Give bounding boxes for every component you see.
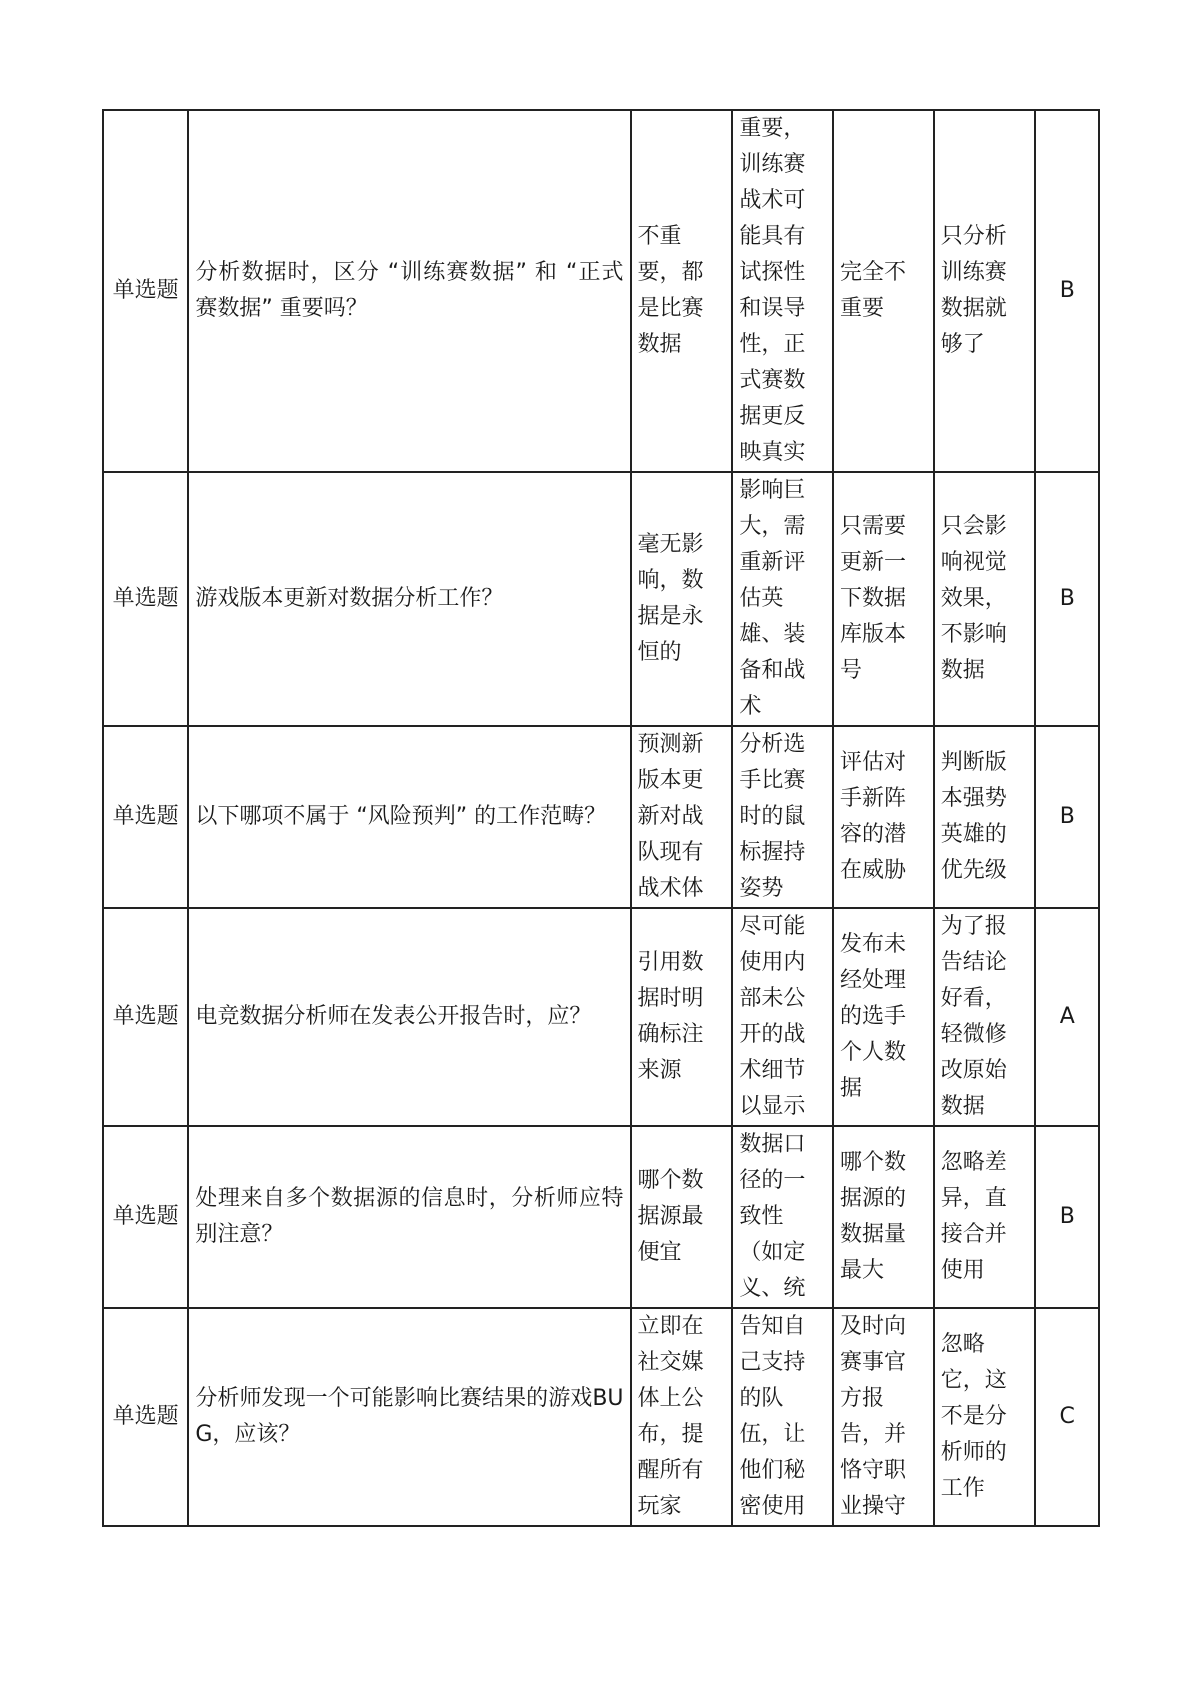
option-c-cell: 发布未经处理的选手个人数据 <box>833 908 934 1126</box>
option-b-cell: 影响巨大，需重新评估英雄、装备和战术 <box>732 472 833 726</box>
option-b-cell: 尽可能使用内部未公开的战术细节以显示 <box>732 908 833 1126</box>
option-c-cell: 只需要更新一下数据库版本号 <box>833 472 934 726</box>
option-d-cell: 忽略它，这不是分析师的工作 <box>934 1308 1036 1526</box>
question-text-cell: 分析数据时，区分 “训练赛数据” 和 “正式赛数据” 重要吗？ <box>188 110 630 472</box>
answer-cell: A <box>1035 908 1099 1126</box>
option-a-cell: 不重要，都是比赛数据 <box>631 110 733 472</box>
option-a-cell: 毫无影响，数据是永恒的 <box>631 472 733 726</box>
answer-cell: B <box>1035 726 1099 908</box>
answer-cell: B <box>1035 472 1099 726</box>
option-c-cell: 哪个数据源的数据量最大 <box>833 1126 934 1308</box>
option-c-cell: 完全不重要 <box>833 110 934 472</box>
answer-cell: B <box>1035 1126 1099 1308</box>
option-d-cell: 为了报告结论好看，轻微修改原始数据 <box>934 908 1036 1126</box>
option-b-cell: 告知自己支持的队伍，让他们秘密使用 <box>732 1308 833 1526</box>
question-text-cell: 以下哪项不属于 “风险预判” 的工作范畴？ <box>188 726 630 908</box>
question-type-cell: 单选题 <box>103 1126 188 1308</box>
question-type-cell: 单选题 <box>103 726 188 908</box>
question-text-cell: 游戏版本更新对数据分析工作？ <box>188 472 630 726</box>
option-d-cell: 判断版本强势英雄的优先级 <box>934 726 1036 908</box>
table-row <box>103 726 1099 908</box>
question-type-cell: 单选题 <box>103 110 188 472</box>
question-text-cell: 处理来自多个数据源的信息时，分析师应特别注意？ <box>188 1126 630 1308</box>
table-row <box>103 908 1099 1126</box>
question-type-cell: 单选题 <box>103 472 188 726</box>
table-row <box>103 1126 1099 1308</box>
option-a-cell: 立即在社交媒体上公布，提醒所有玩家 <box>631 1308 733 1526</box>
option-b-cell: 分析选手比赛时的鼠标握持姿势 <box>732 726 833 908</box>
table-row <box>103 472 1099 726</box>
option-b-cell: 数据口径的一致性（如定义、统 <box>732 1126 833 1308</box>
option-c-cell: 评估对手新阵容的潜在威胁 <box>833 726 934 908</box>
answer-cell: B <box>1035 110 1099 472</box>
question-table <box>102 109 1100 1527</box>
question-text-cell: 电竞数据分析师在发表公开报告时，应？ <box>188 908 630 1126</box>
option-d-cell: 忽略差异，直接合并使用 <box>934 1126 1036 1308</box>
option-d-cell: 只分析训练赛数据就够了 <box>934 110 1036 472</box>
option-a-cell: 引用数据时明确标注来源 <box>631 908 733 1126</box>
table-row <box>103 1308 1099 1526</box>
question-text-cell: 分析师发现一个可能影响比赛结果的游戏BUG，应该？ <box>188 1308 630 1526</box>
table-row <box>103 110 1099 472</box>
option-a-cell: 哪个数据源最便宜 <box>631 1126 733 1308</box>
option-c-cell: 及时向赛事官方报告，并恪守职业操守 <box>833 1308 934 1526</box>
answer-cell: C <box>1035 1308 1099 1526</box>
question-type-cell: 单选题 <box>103 908 188 1126</box>
option-b-cell: 重要，训练赛战术可能具有试探性和误导性，正式赛数据更反映真实 <box>732 110 833 472</box>
option-d-cell: 只会影响视觉效果，不影响数据 <box>934 472 1036 726</box>
question-type-cell: 单选题 <box>103 1308 188 1526</box>
option-a-cell: 预测新版本更新对战队现有战术体 <box>631 726 733 908</box>
